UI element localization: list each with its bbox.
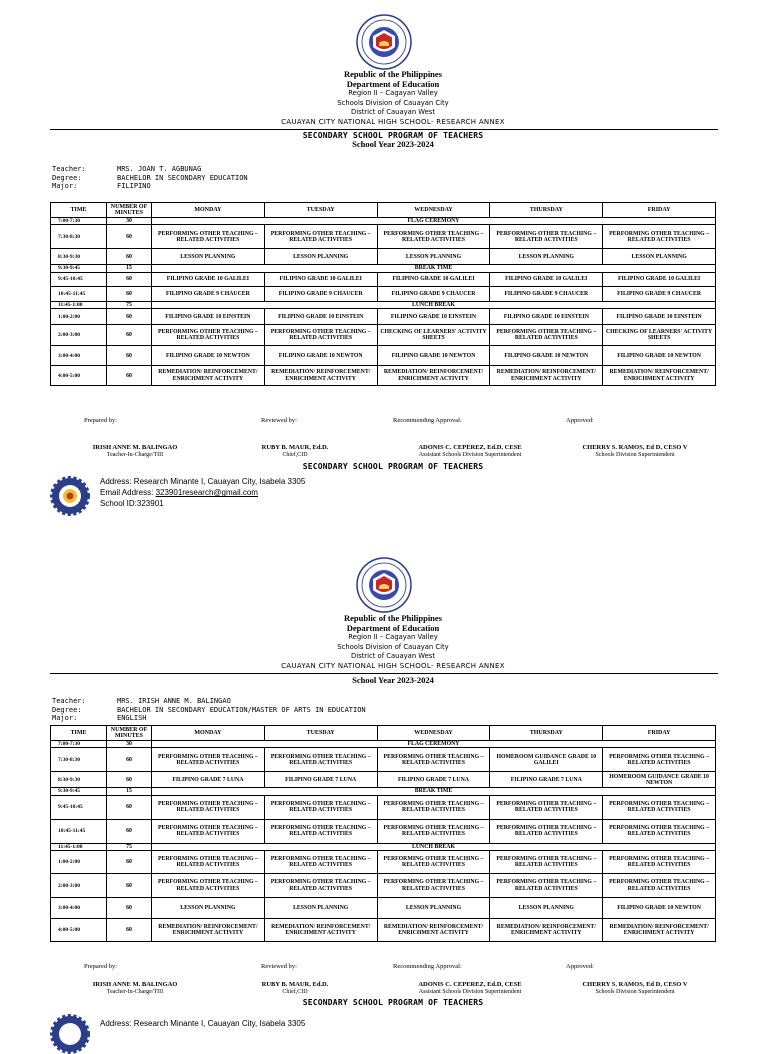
- column-header: NUMBER OF MINUTES: [107, 726, 152, 741]
- degree-label: Degree:: [52, 705, 82, 714]
- reviewed-position: Chief,CID: [282, 452, 308, 458]
- minutes-cell: 60: [107, 874, 152, 898]
- approved-label: Approved:: [566, 417, 594, 424]
- schedule-cell: FILIPINO GRADE 10 GALILEI: [377, 272, 490, 286]
- recommending-name: ADONIS C. CEPEREZ, Ed.D, CESE: [418, 981, 522, 988]
- schedule-cell: LESSON PLANNING: [152, 249, 265, 265]
- table-row: [51, 366, 716, 386]
- teacher-info: [52, 697, 366, 723]
- approved-label: Approved:: [566, 963, 594, 970]
- approved-position: Schools Division Superintendent: [595, 452, 675, 458]
- schedule-cell: HOMEROOM GUIDANCE GRADE 10 GALILEI: [490, 748, 603, 772]
- schedule-cell: PERFORMING OTHER TEACHING – RELATED ACTIVITIES: [264, 325, 377, 346]
- schedule-cell: LESSON PLANNING: [264, 898, 377, 919]
- prepared-name: IRISH ANNE M. BALINGAO: [92, 981, 178, 988]
- table-row: [51, 286, 716, 301]
- schedule-cell: PERFORMING OTHER TEACHING – RELATED ACTIVITIES: [603, 851, 716, 874]
- minutes-cell: 60: [107, 748, 152, 772]
- schedule-cell: REMEDIATION/ REINFORCEMENT/ ENRICHMENT ACTIVITY: [490, 919, 603, 942]
- minutes-cell: 60: [107, 309, 152, 325]
- table-row: [51, 795, 716, 819]
- table-row: [51, 272, 716, 286]
- schedule-cell: REMEDIATION/ REINFORCEMENT/ ENRICHMENT ACTIVITY: [152, 919, 265, 942]
- schedule-cell: PERFORMING OTHER TEACHING – RELATED ACTIVITIES: [603, 874, 716, 898]
- time-cell: 2:00-3:00: [51, 325, 107, 346]
- schedule-cell: FILIPINO GRADE 10 NEWTON: [490, 346, 603, 366]
- minutes-cell: 60: [107, 249, 152, 265]
- schedule-table: [50, 725, 716, 942]
- minutes-cell: 60: [107, 366, 152, 386]
- schedule-cell: FILIPINO GRADE 9 CHAUCER: [264, 286, 377, 301]
- schedule-cell: LESSON PLANNING: [490, 898, 603, 919]
- schedule-cell: PERFORMING OTHER TEACHING – RELATED ACTIVITIES: [264, 819, 377, 843]
- schedule-cell: LESSON PLANNING: [377, 898, 490, 919]
- schedule-cell: PERFORMING OTHER TEACHING – RELATED ACTIVITIES: [152, 325, 265, 346]
- teacher-label: Teacher:: [52, 697, 86, 705]
- schedule-cell: CHECKING OF LEARNERS' ACTIVITY SHEETS: [603, 325, 716, 346]
- schedule-cell: PERFORMING OTHER TEACHING – RELATED ACTIVITIES: [377, 795, 490, 819]
- minutes-cell: 15: [107, 265, 152, 272]
- column-header: FRIDAY: [603, 203, 716, 218]
- teacher-name: MRS. JOAN T. AGBUNAG: [117, 165, 202, 173]
- reviewed-name: RUBY B. MAUR, Ed.D.: [261, 444, 329, 451]
- major-label: Major:: [52, 182, 78, 191]
- school-year: School Year 2023-2024: [352, 675, 434, 685]
- schedule-cell: FILIPINO GRADE 10 GALILEI: [490, 272, 603, 286]
- column-header: TUESDAY: [264, 203, 377, 218]
- schedule-cell: PERFORMING OTHER TEACHING – RELATED ACTIVITIES: [264, 748, 377, 772]
- schedule-cell: LESSON PLANNING: [490, 249, 603, 265]
- minutes-cell: 60: [107, 819, 152, 843]
- minutes-cell: 60: [107, 286, 152, 301]
- prepared-position: Teacher-In-Charge/TIII: [106, 452, 164, 458]
- reviewed-name: RUBY B. MAUR, Ed.D.: [261, 981, 329, 988]
- teacher-label: Teacher:: [52, 165, 86, 173]
- schedule-cell: FILIPINO GRADE 9 CHAUCER: [603, 286, 716, 301]
- footer-program-title: [0, 998, 768, 1007]
- time-cell: 7:30-8:30: [51, 748, 107, 772]
- header-divider: [50, 673, 718, 674]
- region-line: Region II – Cagayan Valley: [348, 633, 438, 642]
- schedule-cell: PERFORMING OTHER TEACHING – RELATED ACTIVITIES: [490, 819, 603, 843]
- footer-email-link[interactable]: 323901research@gmail.com: [155, 488, 258, 498]
- schedule-table: [50, 202, 716, 386]
- table-row: [51, 919, 716, 942]
- table-row: [51, 346, 716, 366]
- schedule-cell: PERFORMING OTHER TEACHING – RELATED ACTIVITIES: [152, 819, 265, 843]
- time-cell: 10:45-11:45: [51, 819, 107, 843]
- schedule-cell: PERFORMING OTHER TEACHING – RELATED ACTIVITIES: [264, 795, 377, 819]
- schedule-cell: PERFORMING OTHER TEACHING – RELATED ACTIVITIES: [377, 748, 490, 772]
- approved-name: CHERRY S. RAMOS, Ed D, CESO V: [582, 981, 688, 988]
- schedule-cell: FILIPINO GRADE 7 LUNA: [152, 772, 265, 788]
- minutes-cell: 15: [107, 788, 152, 795]
- schedule-cell: PERFORMING OTHER TEACHING – RELATED ACTIVITIES: [152, 748, 265, 772]
- schedule-cell: PERFORMING OTHER TEACHING – RELATED ACTIVITIES: [490, 225, 603, 249]
- schedule-cell: REMEDIATION/ REINFORCEMENT/ ENRICHMENT ACTIVITY: [264, 366, 377, 386]
- schedule-cell: FILIPINO GRADE 10 NEWTON: [603, 346, 716, 366]
- time-cell: 4:00-5:00: [51, 919, 107, 942]
- span-cell: FLAG CEREMONY: [152, 218, 716, 225]
- table-row: [51, 741, 716, 748]
- table-row: [51, 819, 716, 843]
- schedule-cell: LESSON PLANNING: [152, 898, 265, 919]
- time-cell: 7:00-7:30: [51, 741, 107, 748]
- schedule-cell: REMEDIATION/ REINFORCEMENT/ ENRICHMENT ACTIVITY: [264, 919, 377, 942]
- schedule-cell: FILIPINO GRADE 10 NEWTON: [377, 346, 490, 366]
- span-cell: LUNCH BREAK: [152, 301, 716, 308]
- district-line: District of Cauayan West: [350, 108, 436, 117]
- schedule-cell: FILIPINO GRADE 10 NEWTON: [264, 346, 377, 366]
- span-cell: BREAK TIME: [152, 265, 716, 272]
- reviewed-label: Reviewed by:: [261, 417, 297, 424]
- footer-email-label: Email Address:: [100, 488, 156, 498]
- prepared-position: Teacher-In-Charge/TIII: [106, 989, 164, 995]
- schedule-cell: LESSON PLANNING: [377, 249, 490, 265]
- schedule-cell: REMEDIATION/ REINFORCEMENT/ ENRICHMENT ACTIVITY: [377, 366, 490, 386]
- minutes-cell: 60: [107, 851, 152, 874]
- division-gear-logo-icon: [50, 1014, 90, 1054]
- column-header: THURSDAY: [490, 203, 603, 218]
- footer-email-line: [100, 487, 305, 498]
- degree-label: Degree:: [52, 173, 82, 182]
- footer-program-title: [0, 462, 768, 471]
- table-row: [51, 843, 716, 850]
- minutes-cell: 60: [107, 898, 152, 919]
- schedule-cell: PERFORMING OTHER TEACHING – RELATED ACTIVITIES: [264, 225, 377, 249]
- schedule-cell: FILIPINO GRADE 9 CHAUCER: [377, 286, 490, 301]
- footer-address-cut: Address: Research Minante I, Cauayan City, Isabela 3305: [100, 1019, 306, 1028]
- schedule-cell: PERFORMING OTHER TEACHING – RELATED ACTIVITIES: [152, 225, 265, 249]
- recommending-label: Recommending Approval:: [393, 417, 462, 424]
- time-cell: 9:30-9:45: [51, 265, 107, 272]
- minutes-cell: 75: [107, 301, 152, 308]
- schedule-cell: LESSON PLANNING: [264, 249, 377, 265]
- prepared-label: Prepared by:: [84, 417, 118, 424]
- span-cell: FLAG CEREMONY: [152, 741, 716, 748]
- column-header: FRIDAY: [603, 726, 716, 741]
- column-header: TUESDAY: [264, 726, 377, 741]
- span-cell: LUNCH BREAK: [152, 843, 716, 850]
- schedule-cell: PERFORMING OTHER TEACHING – RELATED ACTIVITIES: [603, 795, 716, 819]
- time-cell: 9:30-9:45: [51, 788, 107, 795]
- time-cell: 11:45-1:00: [51, 843, 107, 850]
- table-row: [51, 309, 716, 325]
- footer-school-id: School ID:323901: [100, 499, 164, 509]
- minutes-cell: 30: [107, 218, 152, 225]
- minutes-cell: 60: [107, 795, 152, 819]
- header-divider: [50, 129, 718, 130]
- schedule-cell: PERFORMING OTHER TEACHING – RELATED ACTIVITIES: [603, 748, 716, 772]
- schedule-cell: PERFORMING OTHER TEACHING – RELATED ACTIVITIES: [377, 874, 490, 898]
- approved-position: Schools Division Superintendent: [595, 989, 675, 995]
- minutes-cell: 60: [107, 346, 152, 366]
- school-name: CAUAYAN CITY NATIONAL HIGH SCHOOL- RESEARCH ANNEX: [281, 117, 505, 126]
- schedule-cell: FILIPINO GRADE 7 LUNA: [490, 772, 603, 788]
- degree-value: BACHELOR IN SECONDARY EDUCATION: [117, 173, 248, 182]
- time-cell: 8:30-9:30: [51, 772, 107, 788]
- schedule-cell: PERFORMING OTHER TEACHING – RELATED ACTIVITIES: [377, 851, 490, 874]
- reviewed-position: Chief,CID: [282, 989, 308, 995]
- time-cell: 1:00-2:00: [51, 309, 107, 325]
- minutes-cell: 60: [107, 919, 152, 942]
- program-title-block: [0, 676, 768, 685]
- table-row: [51, 788, 716, 795]
- schedule-cell: PERFORMING OTHER TEACHING – RELATED ACTIVITIES: [603, 225, 716, 249]
- schedule-cell: PERFORMING OTHER TEACHING – RELATED ACTIVITIES: [264, 851, 377, 874]
- school-year: School Year 2023-2024: [352, 139, 434, 150]
- schedule-cell: FILIPINO GRADE 10 EINSTEIN: [490, 309, 603, 325]
- recommending-position: Assistant Schools Division Superintendent: [418, 989, 522, 995]
- table-row: [51, 851, 716, 874]
- schedule-cell: LESSON PLANNING: [603, 249, 716, 265]
- column-header: TIME: [51, 726, 107, 741]
- degree-value: BACHELOR IN SECONDARY EDUCATION/MASTER OF ARTS IN EDUCATION: [117, 705, 366, 714]
- schedule-cell: CHECKING OF LEARNERS' ACTIVITY SHEETS: [377, 325, 490, 346]
- column-header: WEDNESDAY: [377, 726, 490, 741]
- schedule-cell: FILIPINO GRADE 10 NEWTON: [152, 346, 265, 366]
- table-row: [51, 249, 716, 265]
- recommending-name: ADONIS C. CEPEREZ, Ed.D, CESE: [418, 444, 522, 451]
- teacher-info: [52, 165, 248, 191]
- deped-seal-icon: [356, 14, 412, 70]
- school-name: CAUAYAN CITY NATIONAL HIGH SCHOOL- RESEARCH ANNEX: [281, 661, 505, 670]
- schedule-cell: REMEDIATION/ REINFORCEMENT/ ENRICHMENT ACTIVITY: [603, 366, 716, 386]
- schedule-cell: FILIPINO GRADE 9 CHAUCER: [152, 286, 265, 301]
- schedule-cell: PERFORMING OTHER TEACHING – RELATED ACTIVITIES: [490, 874, 603, 898]
- major-value: ENGLISH: [117, 714, 147, 723]
- document-header: [0, 70, 768, 128]
- column-header: TIME: [51, 203, 107, 218]
- schedule-cell: FILIPINO GRADE 7 LUNA: [264, 772, 377, 788]
- republic-line: Republic of the Philippines: [343, 613, 442, 623]
- table-row: [51, 325, 716, 346]
- division-line: Schools Division of Cauayan City: [337, 642, 449, 651]
- schedule-cell: PERFORMING OTHER TEACHING – RELATED ACTIVITIES: [152, 874, 265, 898]
- schedule-cell: FILIPINO GRADE 9 CHAUCER: [490, 286, 603, 301]
- recommending-label: Recommending Approval:: [393, 963, 462, 970]
- schedule-cell: FILIPINO GRADE 10 GALILEI: [152, 272, 265, 286]
- time-cell: 3:00-4:00: [51, 898, 107, 919]
- time-cell: 7:30-8:30: [51, 225, 107, 249]
- footer-contact: [100, 476, 305, 510]
- time-cell: 9:45-10:45: [51, 272, 107, 286]
- span-cell: BREAK TIME: [152, 788, 716, 795]
- schedule-cell: PERFORMING OTHER TEACHING – RELATED ACTIVITIES: [152, 795, 265, 819]
- schedule-cell: REMEDIATION/ REINFORCEMENT/ ENRICHMENT ACTIVITY: [377, 919, 490, 942]
- deped-seal-icon: [356, 557, 412, 613]
- table-row: [51, 772, 716, 788]
- column-header: MONDAY: [152, 726, 265, 741]
- minutes-cell: 60: [107, 325, 152, 346]
- schedule-cell: FILIPINO GRADE 7 LUNA: [377, 772, 490, 788]
- minutes-cell: 30: [107, 741, 152, 748]
- schedule-cell: PERFORMING OTHER TEACHING – RELATED ACTIVITIES: [264, 874, 377, 898]
- time-cell: 1:00-2:00: [51, 851, 107, 874]
- footer-title-text: SECONDARY SCHOOL PROGRAM OF TEACHERS: [302, 998, 484, 1007]
- teacher-name: MRS. IRISH ANNE M. BALINGAO: [117, 697, 231, 705]
- division-line: Schools Division of Cauayan City: [337, 98, 449, 107]
- program-title: SECONDARY SCHOOL PROGRAM OF TEACHERS: [302, 131, 484, 140]
- column-header: WEDNESDAY: [377, 203, 490, 218]
- department-line: Department of Education: [346, 78, 440, 89]
- schedule-cell: PERFORMING OTHER TEACHING – RELATED ACTIVITIES: [490, 851, 603, 874]
- table-row: [51, 898, 716, 919]
- table-row: [51, 218, 716, 225]
- schedule-cell: PERFORMING OTHER TEACHING – RELATED ACTIVITIES: [377, 225, 490, 249]
- footer-title-text: SECONDARY SCHOOL PROGRAM OF TEACHERS: [302, 462, 484, 471]
- table-row: [51, 225, 716, 249]
- schedule-cell: PERFORMING OTHER TEACHING – RELATED ACTIVITIES: [490, 795, 603, 819]
- minutes-cell: 75: [107, 843, 152, 850]
- time-cell: 2:00-3:00: [51, 874, 107, 898]
- major-label: Major:: [52, 714, 78, 723]
- table-row: [51, 301, 716, 308]
- column-header: MONDAY: [152, 203, 265, 218]
- schedule-cell: FILIPINO GRADE 10 NEWTON: [603, 898, 716, 919]
- recommending-position: Assistant Schools Division Superintendent: [418, 452, 522, 458]
- republic-line: Republic of the Philippines: [343, 69, 442, 79]
- table-row: [51, 748, 716, 772]
- schedule-cell: FILIPINO GRADE 10 EINSTEIN: [603, 309, 716, 325]
- schedule-cell: FILIPINO GRADE 10 EINSTEIN: [377, 309, 490, 325]
- approved-name: CHERRY S. RAMOS, Ed D, CESO V: [582, 444, 688, 451]
- time-cell: 4:00-5:00: [51, 366, 107, 386]
- schedule-cell: PERFORMING OTHER TEACHING – RELATED ACTIVITIES: [152, 851, 265, 874]
- table-row: [51, 265, 716, 272]
- department-line: Department of Education: [346, 622, 440, 633]
- schedule-cell: REMEDIATION/ REINFORCEMENT/ ENRICHMENT ACTIVITY: [490, 366, 603, 386]
- prepared-name: IRISH ANNE M. BALINGAO: [92, 444, 178, 451]
- schedule-cell: PERFORMING OTHER TEACHING – RELATED ACTIVITIES: [490, 325, 603, 346]
- time-cell: 9:45-10:45: [51, 795, 107, 819]
- minutes-cell: 60: [107, 772, 152, 788]
- column-header: NUMBER OF MINUTES: [107, 203, 152, 218]
- time-cell: 8:30-9:30: [51, 249, 107, 265]
- program-title-block: [0, 131, 768, 150]
- schedule-cell: FILIPINO GRADE 10 GALILEI: [603, 272, 716, 286]
- time-cell: 11:45-1:00: [51, 301, 107, 308]
- column-header: THURSDAY: [490, 726, 603, 741]
- table-row: [51, 874, 716, 898]
- schedule-cell: FILIPINO GRADE 10 EINSTEIN: [152, 309, 265, 325]
- footer-address: Address: Research Minante I, Cauayan City, Isabela 3305: [100, 477, 306, 486]
- schedule-cell: PERFORMING OTHER TEACHING – RELATED ACTIVITIES: [377, 819, 490, 843]
- time-cell: 10:45-11:45: [51, 286, 107, 301]
- schedule-cell: REMEDIATION/ REINFORCEMENT/ ENRICHMENT ACTIVITY: [603, 919, 716, 942]
- schedule-cell: FILIPINO GRADE 10 EINSTEIN: [264, 309, 377, 325]
- minutes-cell: 60: [107, 272, 152, 286]
- reviewed-label: Reviewed by:: [261, 963, 297, 970]
- time-cell: 3:00-4:00: [51, 346, 107, 366]
- schedule-cell: FILIPINO GRADE 10 GALILEI: [264, 272, 377, 286]
- schedule-cell: HOMEROOM GUIDANCE GRADE 10 NEWTON: [603, 772, 716, 788]
- district-line: District of Cauayan West: [350, 652, 436, 661]
- division-gear-logo-icon: [50, 476, 90, 516]
- region-line: Region II – Cagayan Valley: [348, 89, 438, 98]
- time-cell: 7:00-7:30: [51, 218, 107, 225]
- schedule-cell: REMEDIATION/ REINFORCEMENT/ ENRICHMENT ACTIVITY: [152, 366, 265, 386]
- document-header: [0, 614, 768, 672]
- schedule-cell: PERFORMING OTHER TEACHING – RELATED ACTIVITIES: [603, 819, 716, 843]
- minutes-cell: 60: [107, 225, 152, 249]
- major-value: FILIPINO: [117, 182, 151, 191]
- prepared-label: Prepared by:: [84, 963, 118, 970]
